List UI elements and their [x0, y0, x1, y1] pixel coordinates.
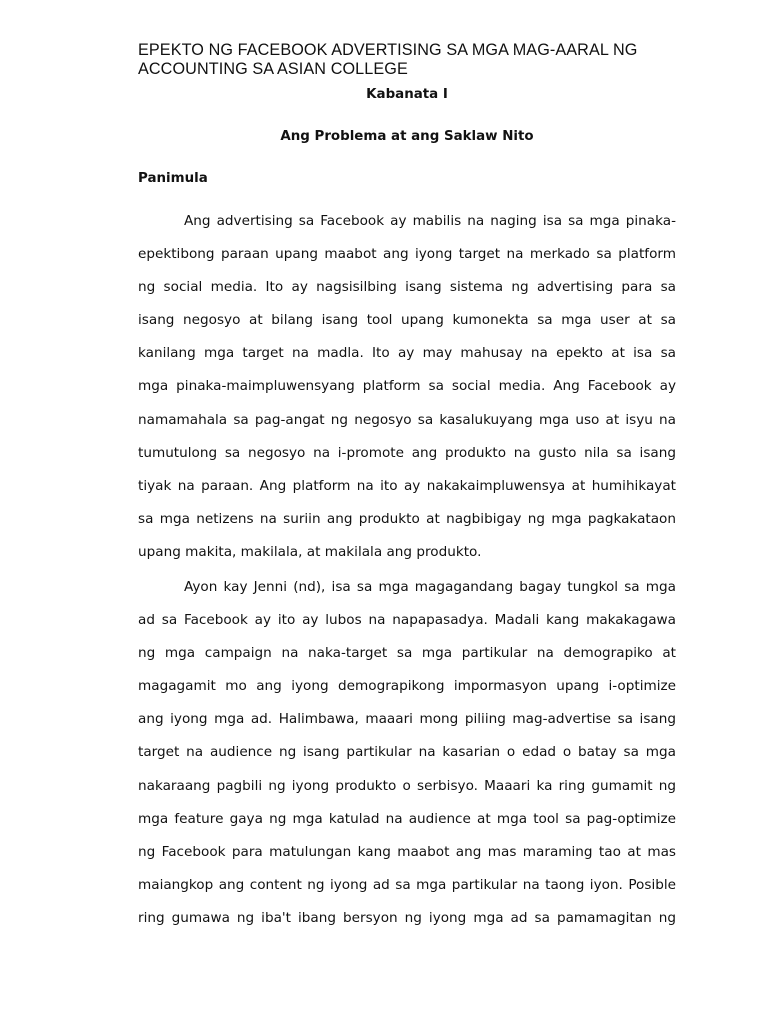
- paragraph-line: Ang advertising sa Facebook ay mabilis na naging isa sa mga pinaka-: [184, 213, 676, 229]
- paragraph-line: mga pinaka-maimpluwensyang platform sa social media. Ang Facebook ay: [138, 378, 676, 395]
- paragraph-line: mga feature gaya ng mga katulad na audience at mga tool sa pag-optimize: [138, 810, 676, 827]
- paragraph-line: ng mga campaign na naka-target sa mga partikular na demograpiko at: [138, 645, 676, 662]
- paragraph-line: ad sa Facebook ay ito ay lubos na napapasadya. Madali kang makakagawa: [138, 612, 676, 629]
- paragraph-line: sa mga netizens na suriin ang produkto at nagbibigay ng mga pagkakataon: [138, 510, 676, 527]
- paragraph-line: namamahala sa pag-angat ng negosyo sa kasalukuyang mga uso at isyu na: [138, 411, 676, 428]
- paragraph-line: ring gumawa ng iba't ibang bersyon ng iyong mga ad sa pamamagitan ng: [138, 909, 676, 926]
- paragraph-line: maiangkop ang content ng iyong ad sa mga partikular na taong iyon. Posible: [138, 876, 676, 893]
- chapter-label: Kabanata I: [366, 87, 448, 102]
- paragraph-line: tumutulong sa negosyo na i-promote ang produkto na gusto nila sa isang: [138, 444, 676, 461]
- paragraph-line: target na audience ng isang partikular na kasarian o edad o batay sa mga: [138, 744, 676, 761]
- paragraph-line: ang iyong mga ad. Halimbawa, maaari mong piliing mag-advertise sa isang: [138, 711, 676, 728]
- paragraph-line: ng social media. Ito ay nagsisilbing isang sistema ng advertising para sa: [138, 279, 676, 296]
- chapter-title: Ang Problema at ang Saklaw Nito: [280, 129, 534, 144]
- document-title: EPEKTO NG FACEBOOK ADVERTISING SA MGA MAG-AARAL NG ACCOUNTING SA ASIAN COLLEGE: [138, 41, 638, 78]
- paragraph-line: magagamit mo ang iyong demograpikong impormasyon upang i-optimize: [138, 678, 676, 695]
- paragraph-line: Ayon kay Jenni (nd), isa sa mga magagandang bagay tungkol sa mga: [184, 579, 676, 595]
- paragraph-1: [138, 213, 676, 577]
- paragraph-line: kanilang mga target na madla. Ito ay may mahusay na epekto at isa sa: [138, 345, 676, 362]
- paragraph-line: epektibong paraan upang maabot ang iyong target na merkado sa platform: [138, 246, 676, 263]
- section-heading: Panimula: [138, 171, 208, 186]
- paragraph-2: [138, 579, 676, 943]
- paragraph-line: ng Facebook para matulungan kang maabot ang mas maraming tao at mas: [138, 843, 676, 860]
- paragraph-line: upang makita, makilala, at makilala ang produkto.: [138, 543, 482, 560]
- paragraph-line: nakaraang pagbili ng iyong produkto o serbisyo. Maaari ka ring gumamit ng: [138, 777, 676, 794]
- paragraph-line: tiyak na paraan. Ang platform na ito ay nakakaimpluwensya at humihikayat: [138, 477, 676, 494]
- paragraph-line: isang negosyo at bilang isang tool upang kumonekta sa mga user at sa: [138, 312, 676, 329]
